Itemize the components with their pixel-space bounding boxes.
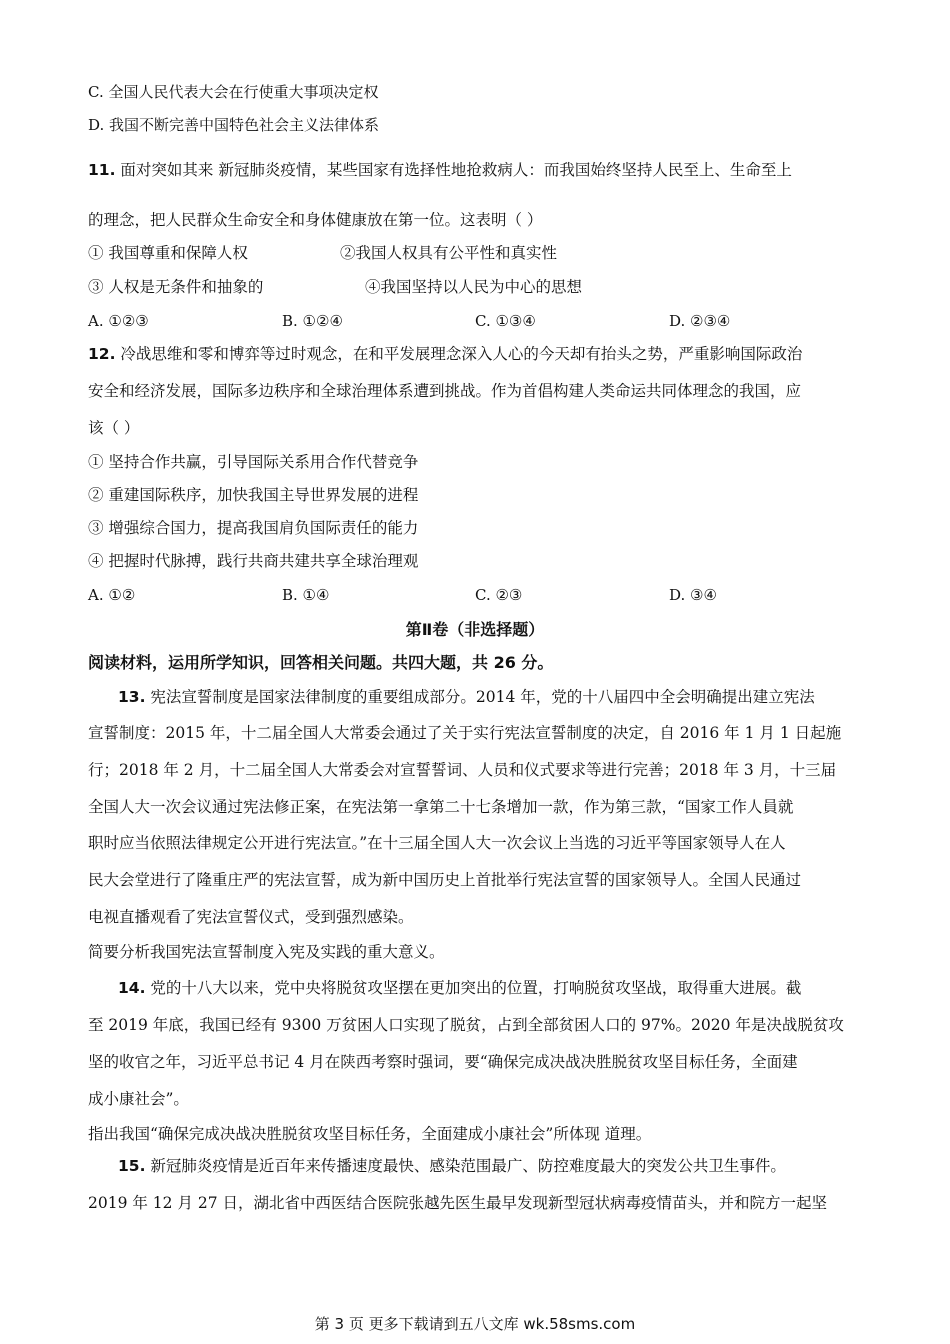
q12-stem-line3: 该（ ） [88, 419, 140, 437]
q14-question: 指出我国“确保完成决战决胜脱贫攻坚目标任务，全面建成小康社会”所体现 道理。 [88, 1125, 652, 1143]
q11-option-c: C. ①③④ [475, 312, 536, 330]
q11-option-d: D. ②③④ [669, 312, 731, 330]
q11-option-a: A. ①②③ [88, 312, 149, 330]
q14-text-line1: 党的十八大以来，党中央将脱贫攻坚摆在更加突出的位置，打响脱贫攻坚战，取得重大进展。截 [150, 979, 802, 997]
section-instruction: 阅读材料，运用所学知识，回答相关问题。共四大题，共 26 分。 [88, 653, 554, 672]
q13-line4: 全国人大一次会议通过宪法修正案，在宪法第一拿第二十七条增加一款，作为第三款，“国家工作人員就 [88, 798, 794, 816]
q11-stem-line1 [88, 160, 792, 180]
q14-line3: 坚的收官之年，习近平总书记 4 月在陕西考察时强词，要“确保完成决战决胜脱贫攻坚目标任务，全面建 [88, 1053, 798, 1071]
q13-line7: 电视直播观看了宪法宣誓仪式，受到强烈感染。 [88, 908, 414, 926]
page-footer: 第 3 页 更多下载请到五八文库 wk.58sms.com [314, 1315, 636, 1333]
q14-stem-line1 [118, 978, 801, 998]
q12-statement-2: ② 重建国际秩序，加快我国主导世界发展的进程 [88, 486, 419, 504]
q14-line2: 至 2019 年底，我国已经有 9300 万贫困人口实现了脱贫，占到全部贫困人口的 97%。2020 年是决战脱贫攻 [88, 1016, 844, 1034]
q13-line3: 行；2018 年 2 月，十二届全国人大常委会对宣誓誓词、人员和仪式要求等进行完善；2018 年 3 月，十三届 [88, 761, 837, 779]
q11-statement-3: ③ 人权是无条件和抽象的 [88, 278, 264, 296]
q11-option-b: B. ①②④ [282, 312, 343, 330]
q11-statement-2: ②我国人权具有公平性和真实性 [340, 244, 558, 262]
q13-text-line1: 宪法宣誓制度是国家法律制度的重要组成部分。2014 年，党的十八届四中全会明确提出建立宪法 [150, 688, 815, 706]
q10-option-c: C. 全国人民代表大会在行使重大事项决定权 [88, 83, 379, 101]
q15-text-line1: 新冠肺炎疫情是近百年来传播速度最快、感染范围最广、防控难度最大的突发公共卫生事件。 [150, 1157, 786, 1175]
q11-text-line1: 面对突如其来 新冠肺炎疫情，某些国家有选择性地抢救病人：而我国始终坚持人民至上、生命至上 [120, 161, 792, 179]
q12-stem-line2: 安全和经济发展，国际多边秩序和全球治理体系遭到挑战。作为首倡构建人类命运共同体理念的我国，应 [88, 382, 802, 400]
q12-statement-3: ③ 增强综合国力，提高我国肩负国际责任的能力 [88, 519, 419, 537]
q10-option-d: D. 我国不断完善中国特色社会主义法律体系 [88, 116, 380, 134]
q12-option-d: D. ③④ [669, 586, 717, 604]
q13-line2: 宣誓制度：2015 年，十二届全国人大常委会通过了关于实行宪法宣誓制度的决定，自 2016 年 1 月 1 日起施 [88, 724, 842, 742]
q13-number: 13. [118, 688, 146, 706]
q12-statement-4: ④ 把握时代脉搏，践行共商共建共享全球治理观 [88, 552, 419, 570]
q11-stem-line2: 的理念，把人民群众生命安全和身体健康放在第一位。这表明（ ） [88, 211, 543, 229]
q12-stem-line1 [88, 344, 802, 364]
q13-question: 简要分析我国宪法宣誓制度入宪及实践的重大意义。 [88, 943, 445, 961]
q13-line5: 职时应当依照法律规定公开进行宪法宣。”在十三届全国人大一次会议上当选的习近平等国家领导人在人 [88, 834, 786, 852]
q11-statement-4: ④我国坚持以人民为中心的思想 [365, 278, 583, 296]
q12-option-b: B. ①④ [282, 586, 330, 604]
q15-stem-line1 [118, 1156, 786, 1176]
q14-number: 14. [118, 979, 146, 997]
q12-option-c: C. ②③ [475, 586, 523, 604]
q12-option-a: A. ①② [88, 586, 136, 604]
q15-line2: 2019 年 12 月 27 日，湖北省中西医结合医院张越先医生最早发现新型冠状病毒疫情苗头，并和院方一起坚 [88, 1194, 828, 1212]
q15-number: 15. [118, 1157, 146, 1175]
q12-number: 12. [88, 345, 116, 363]
q12-statement-1: ① 坚持合作共赢，引导国际关系用合作代替竞争 [88, 453, 419, 471]
q11-statement-1: ① 我国尊重和保障人权 [88, 244, 248, 262]
section-title: 第Ⅱ卷（非选择题） [405, 620, 545, 639]
q12-text-line1: 冷战思维和零和博弈等过时观念，在和平发展理念深入人心的今天却有抬头之势，严重影响国际政治 [120, 345, 803, 363]
q13-line6: 民大会堂进行了隆重庄严的宪法宣誓，成为新中国历史上首批举行宪法宣誓的国家领导人。全国人民通过 [88, 871, 802, 889]
q14-line4: 成小康社会”。 [88, 1090, 189, 1108]
q11-number: 11. [88, 161, 116, 179]
q13-stem-line1 [118, 687, 815, 707]
